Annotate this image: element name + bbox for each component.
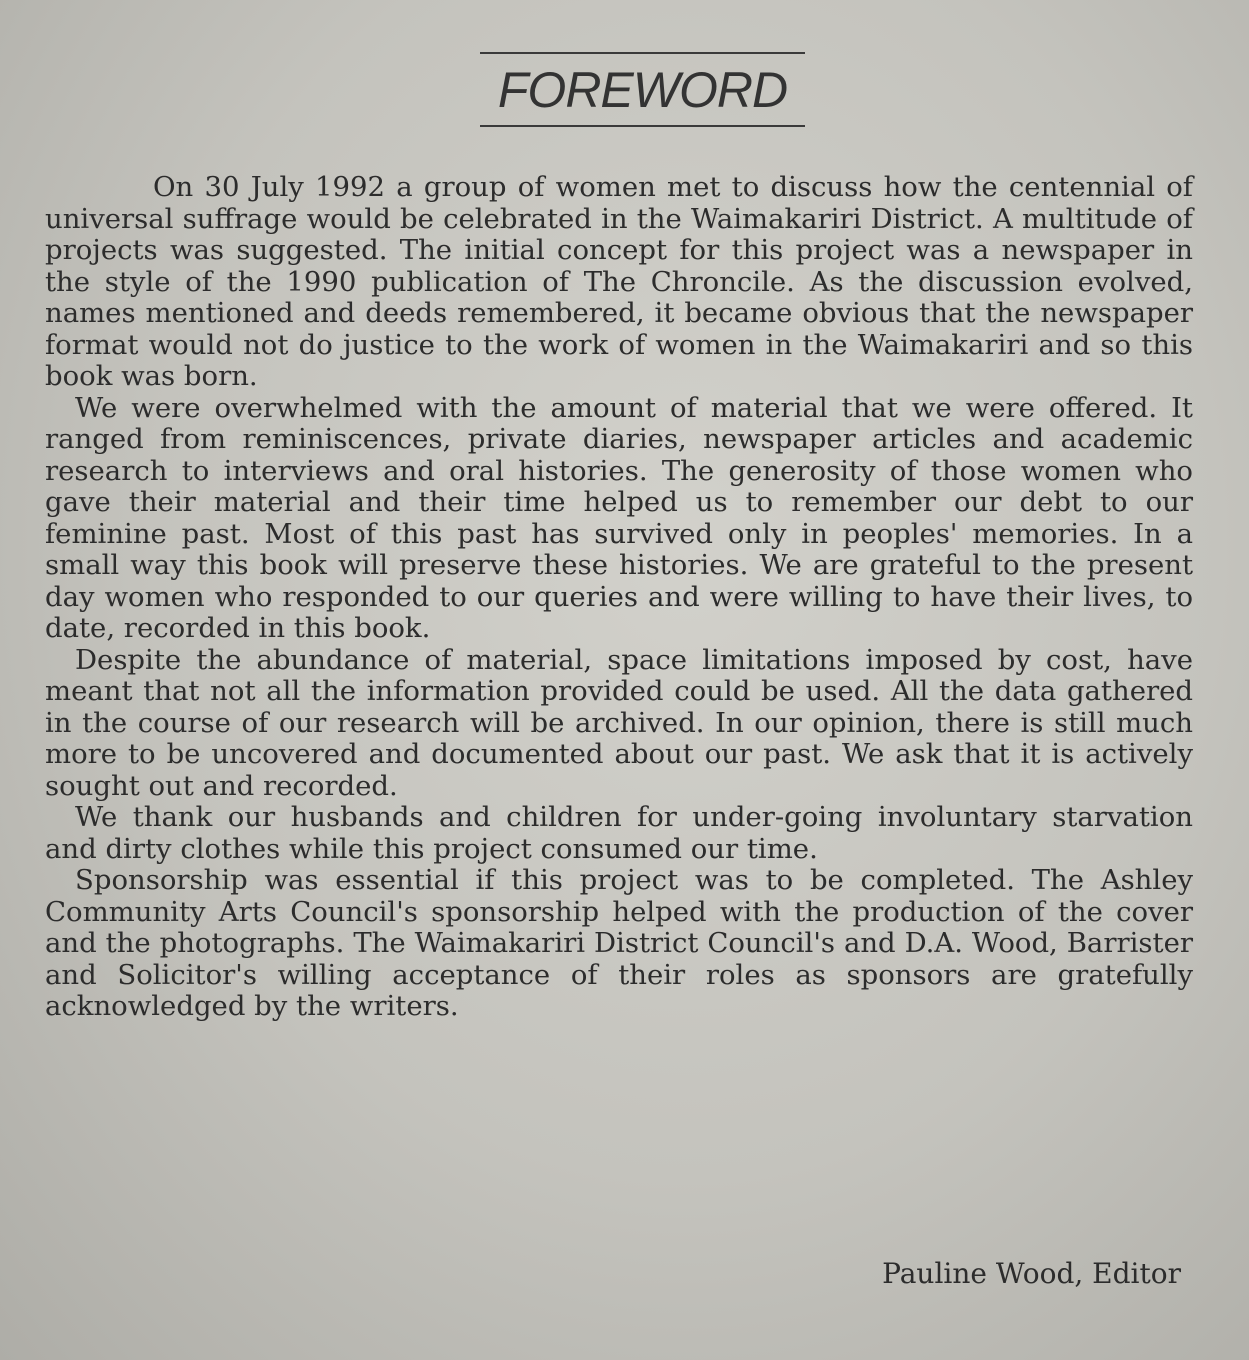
paragraph-5: Sponsorship was essential if this project was to be completed. The Ashley Community Arts Council's sponsorship helped with the production of the cover and the photographs. The Waimakariri District Council's and D.A. Wood, Barrister and Solicitor's willing acceptance of their roles as sponsors are gratefully acknowledged by the writers. bbox=[45, 864, 1193, 1022]
paragraph-4: We thank our husbands and children for under-going involuntary starvation and dirty clothes while this project consumed our time. bbox=[45, 801, 1193, 865]
paragraph-3: Despite the abundance of material, space limitations imposed by cost, have meant that not all the information provided could be used. All the data gathered in the course of our research will be archived. In our opinion, there is still much more to be uncovered and documented about our past. We ask that it is actively sought out and recorded. bbox=[45, 643, 1193, 802]
paragraph-1: On 30 July 1992 a group of women met to discuss how the centennial of universal suffrage would be celebrated in the Waimakariri District. A multitude of projects was suggested. The initial concept for this project was a newspaper in the style of the 1990 publication of The Chroncile. As the discussion evolved, names mentioned and deeds remembered, it became obvious that the newspaper format would not do justice to the work of women in the Waimakariri and so this book was born. bbox=[45, 171, 1193, 392]
foreword-body bbox=[45, 172, 1193, 1023]
title-block bbox=[480, 52, 805, 130]
paragraph-2: We were overwhelmed with the amount of material that we were offered. It ranged from reminiscences, private diaries, newspaper articles and academic research to interviews and oral histories. The generosity of those women who gave their material and their time helped us to remember our debt to our feminine past. Most of this past has survived only in peoples' memories. In a small way this book will preserve these histories. We are grateful to the present day women who responded to our queries and were willing to have their lives, to date, recorded in this book. bbox=[45, 391, 1193, 644]
editor-signature: Pauline Wood, Editor bbox=[882, 1257, 1181, 1290]
title-rule-bottom bbox=[480, 125, 805, 127]
page-title: FOREWORD bbox=[497, 62, 788, 118]
title-rule-top bbox=[480, 52, 805, 54]
